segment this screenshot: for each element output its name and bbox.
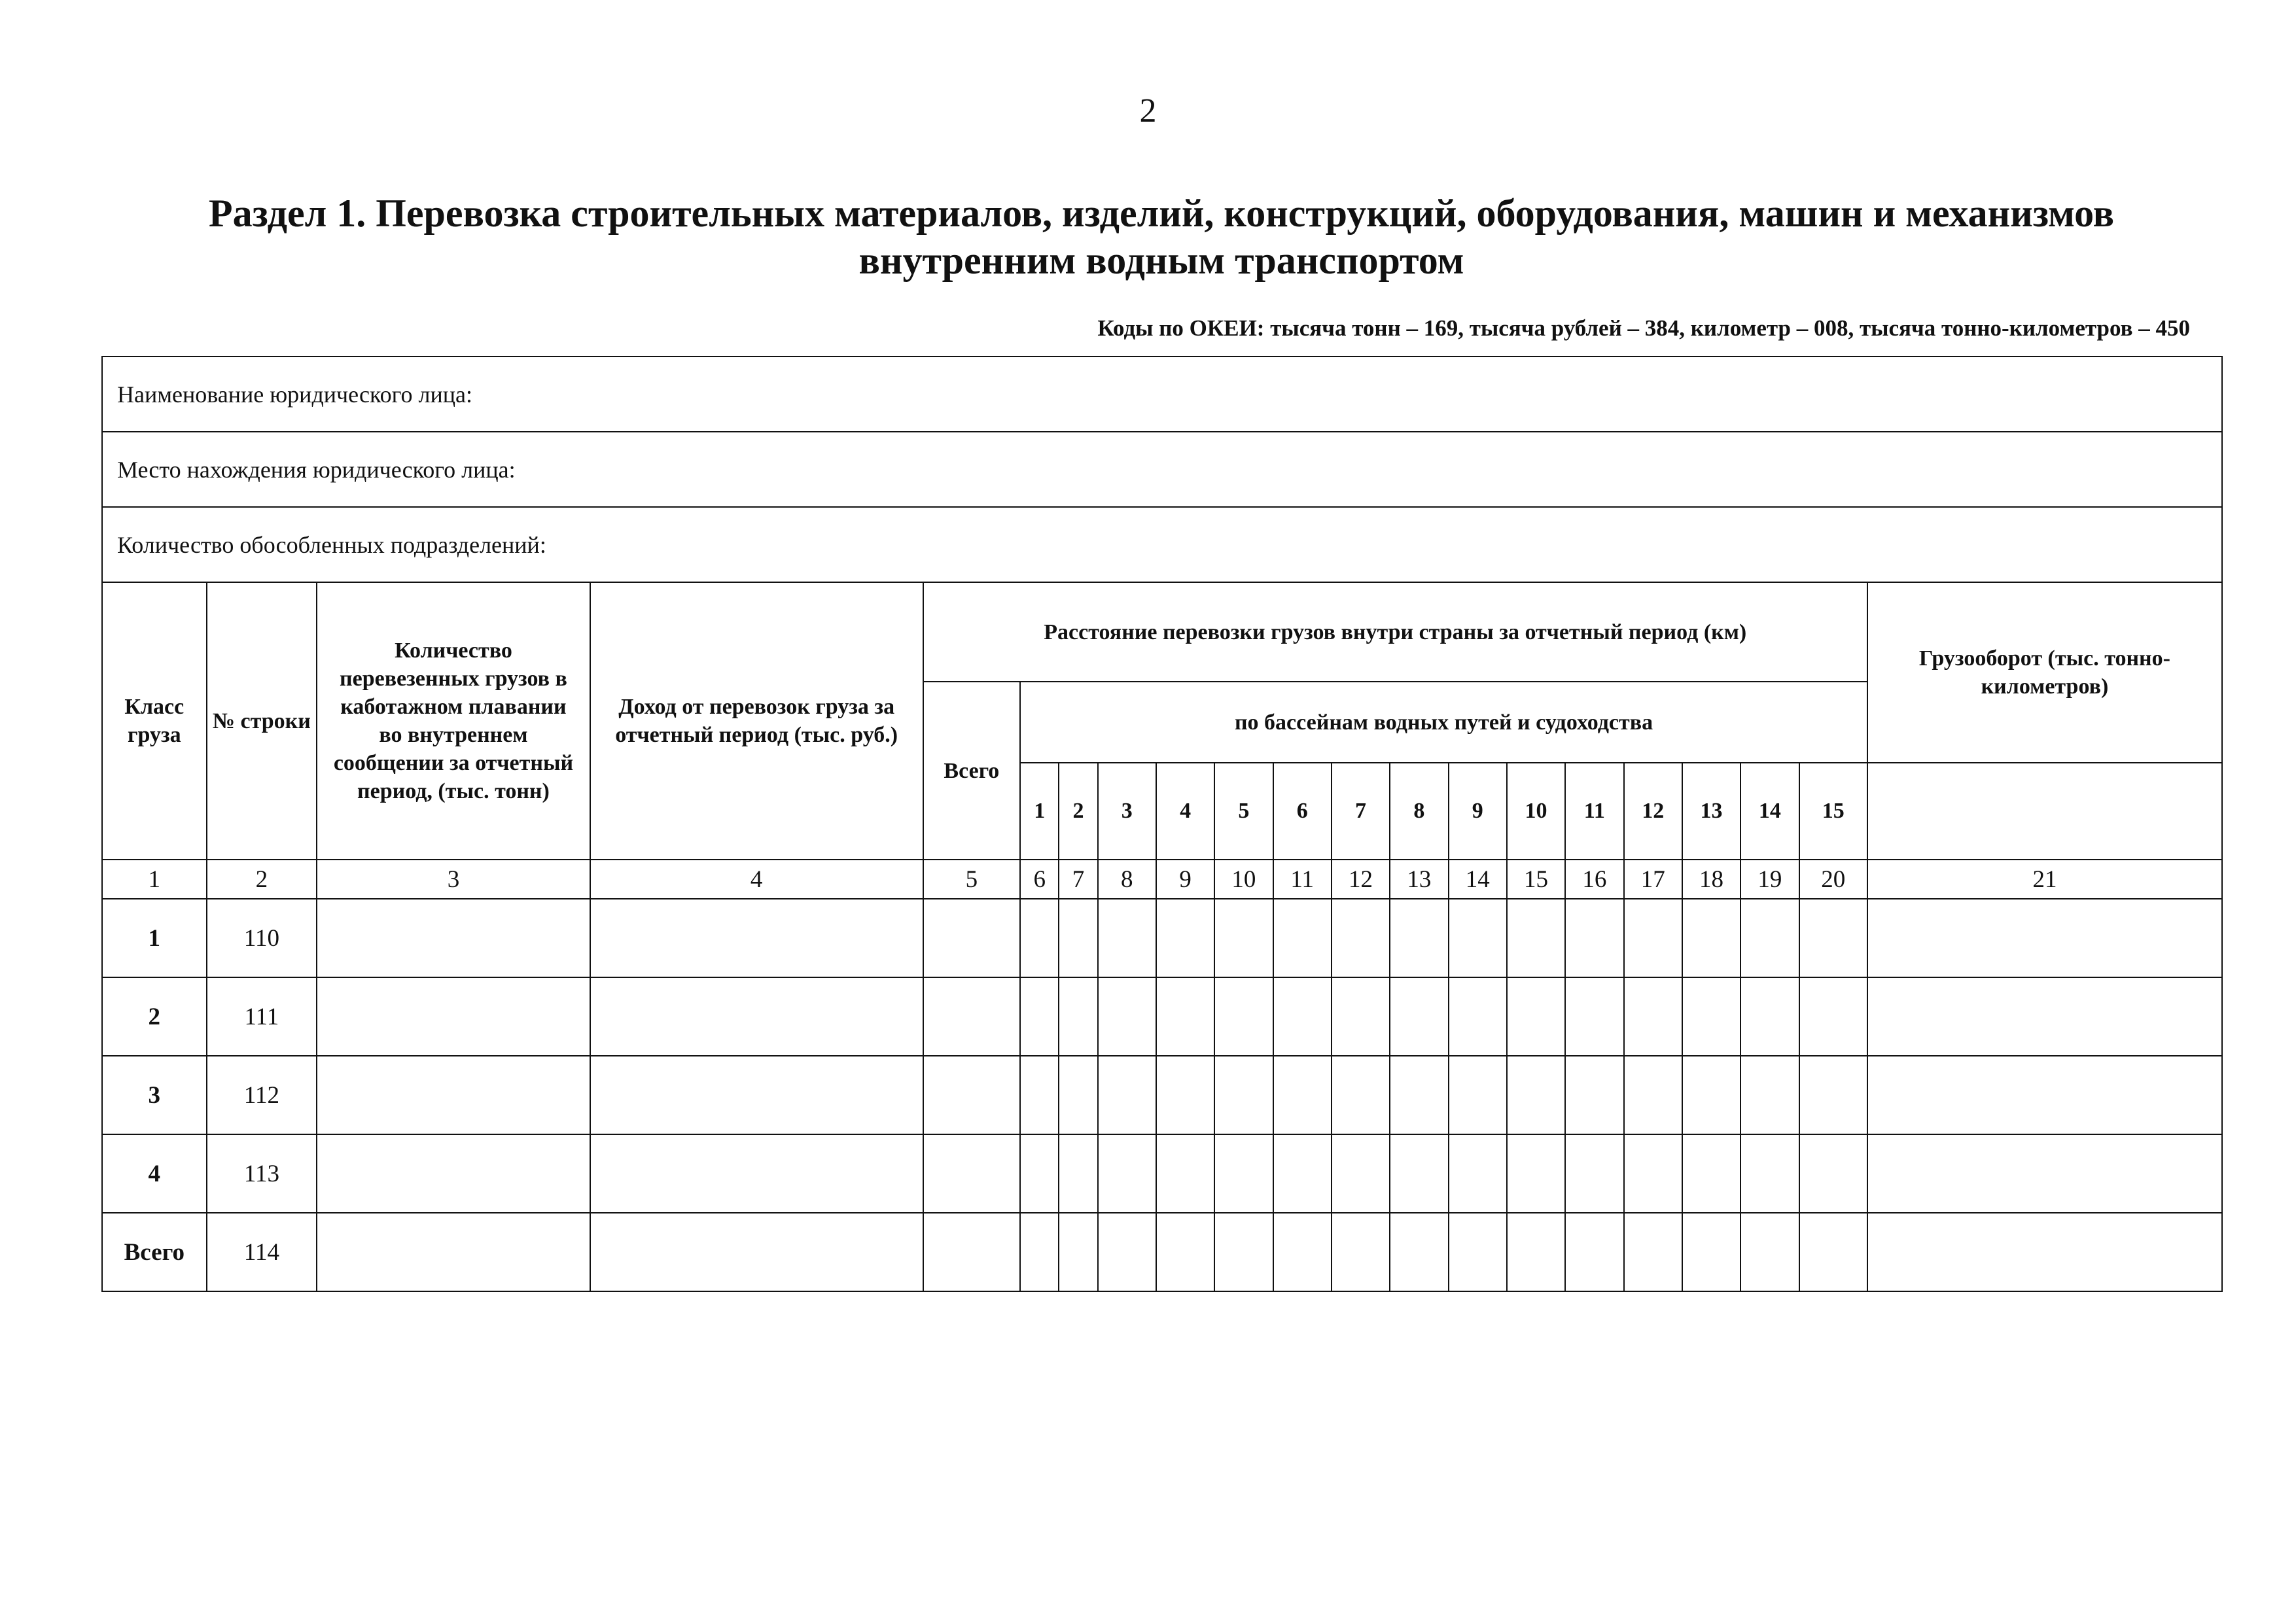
column-index-cell: 1 (102, 860, 207, 899)
basin-number: 11 (1565, 763, 1623, 860)
data-rows (102, 899, 2222, 1291)
basin-number: 8 (1390, 763, 1448, 860)
entry-cell[interactable] (1156, 1134, 1214, 1213)
header-cargo-turnover: Грузооборот (тыс. тонно-километров) (1867, 582, 2222, 763)
entry-cell[interactable] (1740, 1134, 1799, 1213)
entry-cell[interactable] (1332, 1134, 1390, 1213)
entry-cell[interactable] (923, 1134, 1021, 1213)
basin-number: 6 (1273, 763, 1332, 860)
entry-cell[interactable] (1867, 977, 2222, 1056)
entry-cell[interactable] (1273, 1213, 1332, 1291)
entry-cell[interactable] (590, 1056, 923, 1134)
header-distance: Расстояние перевозки грузов внутри страны за отчетный период (км) (923, 582, 1867, 682)
column-index-cell: 9 (1156, 860, 1214, 899)
column-index-cell: 7 (1059, 860, 1097, 899)
entry-cell[interactable] (1799, 1213, 1867, 1291)
entry-cell[interactable] (1098, 1056, 1156, 1134)
entry-cell[interactable] (1332, 899, 1390, 977)
entry-cell[interactable] (1390, 1134, 1448, 1213)
cargo-class-cell: Всего (102, 1213, 207, 1291)
entry-cell[interactable] (1020, 1056, 1059, 1134)
entry-cell[interactable] (1507, 899, 1565, 977)
entry-cell[interactable] (1867, 899, 2222, 977)
header-distance-total: Всего (923, 682, 1021, 860)
line-code-cell: 112 (207, 1056, 317, 1134)
okei-codes: Коды по ОКЕИ: тысяча тонн – 169, тысяча рублей – 384, километр – 008, тысяча тонно-километров – 450 (1097, 315, 2190, 341)
entry-cell[interactable] (1740, 1056, 1799, 1134)
basin-number: 4 (1156, 763, 1214, 860)
entry-cell[interactable] (1624, 977, 1682, 1056)
entry-cell[interactable] (1624, 1134, 1682, 1213)
entry-cell[interactable] (1799, 899, 1867, 977)
entry-cell[interactable] (1565, 1213, 1623, 1291)
entry-cell[interactable] (1156, 899, 1214, 977)
entry-cell[interactable] (1682, 1056, 1740, 1134)
entry-cell[interactable] (1565, 1134, 1623, 1213)
entry-cell[interactable] (923, 1213, 1021, 1291)
column-index-cell: 17 (1624, 860, 1682, 899)
entry-cell[interactable] (1059, 977, 1097, 1056)
basin-number: 15 (1799, 763, 1867, 860)
basin-number: 9 (1449, 763, 1507, 860)
entry-cell[interactable] (1449, 977, 1507, 1056)
subdivision-count-field[interactable]: Количество обособленных подразделений: (102, 507, 2222, 582)
entry-cell[interactable] (1098, 1134, 1156, 1213)
section-title (131, 190, 2192, 284)
entry-cell[interactable] (923, 1056, 1021, 1134)
entry-cell[interactable] (1507, 1134, 1565, 1213)
entry-cell[interactable] (923, 899, 1021, 977)
entry-cell[interactable] (317, 977, 590, 1056)
entry-cell[interactable] (1273, 1134, 1332, 1213)
entry-cell[interactable] (1214, 1056, 1273, 1134)
entry-cell[interactable] (1799, 1056, 1867, 1134)
header-row-number: № строки (207, 582, 317, 860)
cargo-class-cell: 2 (102, 977, 207, 1056)
column-index-cell: 19 (1740, 860, 1799, 899)
entry-cell[interactable] (1214, 977, 1273, 1056)
basin-number: 10 (1507, 763, 1565, 860)
entry-cell[interactable] (1740, 977, 1799, 1056)
column-index-cell: 16 (1565, 860, 1623, 899)
column-index-cell: 13 (1390, 860, 1448, 899)
column-index-cell: 8 (1098, 860, 1156, 899)
column-index-cell: 2 (207, 860, 317, 899)
column-index-cell: 3 (317, 860, 590, 899)
entry-cell[interactable] (1740, 1213, 1799, 1291)
entry-cell[interactable] (1059, 1056, 1097, 1134)
line-code-cell: 110 (207, 899, 317, 977)
entry-cell[interactable] (1507, 977, 1565, 1056)
header-cargo-class: Класс груза (102, 582, 207, 860)
column-index-cell: 18 (1682, 860, 1740, 899)
entry-cell[interactable] (1059, 1213, 1097, 1291)
entry-cell[interactable] (1059, 899, 1097, 977)
basin-number: 7 (1332, 763, 1390, 860)
table-row (102, 1056, 2222, 1134)
column-index-cell: 12 (1332, 860, 1390, 899)
entry-cell[interactable] (317, 1213, 590, 1291)
cargo-class-cell: 1 (102, 899, 207, 977)
entry-cell[interactable] (1624, 899, 1682, 977)
entry-cell[interactable] (1682, 977, 1740, 1056)
entry-cell[interactable] (1740, 899, 1799, 977)
column-index-cell: 4 (590, 860, 923, 899)
entry-cell[interactable] (1682, 1213, 1740, 1291)
header-income: Доход от перевозок груза за отчетный период (тыс. руб.) (590, 582, 923, 860)
entry-cell[interactable] (1098, 977, 1156, 1056)
column-index-cell: 14 (1449, 860, 1507, 899)
header-cargo-quantity: Количество перевезенных грузов в каботажном плавании во внутреннем сообщении за отчетный период, (тыс. тонн) (317, 582, 590, 860)
entry-cell[interactable] (1565, 977, 1623, 1056)
entry-cell[interactable] (1799, 977, 1867, 1056)
entry-cell[interactable] (1390, 977, 1448, 1056)
entry-cell[interactable] (1624, 1056, 1682, 1134)
table-row (102, 1134, 2222, 1213)
line-code-cell: 113 (207, 1134, 317, 1213)
entry-cell[interactable] (1214, 899, 1273, 977)
basin-number: 14 (1740, 763, 1799, 860)
entry-cell[interactable] (1507, 1213, 1565, 1291)
entry-cell[interactable] (1156, 977, 1214, 1056)
turnover-subheader-blank (1867, 763, 2222, 860)
entry-cell[interactable] (317, 899, 590, 977)
legal-entity-location-field[interactable]: Место нахождения юридического лица: (102, 432, 2222, 507)
entry-cell[interactable] (1020, 1134, 1059, 1213)
entry-cell[interactable] (1214, 1134, 1273, 1213)
entry-cell[interactable] (1682, 899, 1740, 977)
entry-cell[interactable] (1332, 1056, 1390, 1134)
entry-cell[interactable] (1273, 977, 1332, 1056)
basin-number: 3 (1098, 763, 1156, 860)
table-row (102, 1213, 2222, 1291)
header-basins: по бассейнам водных путей и судоходства (1020, 682, 1867, 763)
column-index-row (102, 860, 2222, 899)
entry-cell[interactable] (590, 977, 923, 1056)
entry-cell[interactable] (1156, 1056, 1214, 1134)
cargo-class-cell: 4 (102, 1134, 207, 1213)
entry-cell[interactable] (590, 899, 923, 977)
entry-cell[interactable] (1020, 899, 1059, 977)
entry-cell[interactable] (1682, 1134, 1740, 1213)
basin-number: 1 (1020, 763, 1059, 860)
basin-number: 5 (1214, 763, 1273, 860)
column-index-cell: 21 (1867, 860, 2222, 899)
line-code-cell: 114 (207, 1213, 317, 1291)
entry-cell[interactable] (1799, 1134, 1867, 1213)
column-index-cell: 20 (1799, 860, 1867, 899)
entry-cell[interactable] (1624, 1213, 1682, 1291)
entry-cell[interactable] (1098, 899, 1156, 977)
entry-cell[interactable] (1020, 1213, 1059, 1291)
page-number: 2 (1139, 92, 1157, 130)
legal-entity-name-field[interactable]: Наименование юридического лица: (102, 357, 2222, 432)
entry-cell[interactable] (1156, 1213, 1214, 1291)
entry-cell[interactable] (1565, 899, 1623, 977)
entry-cell[interactable] (1390, 1213, 1448, 1291)
entry-cell[interactable] (1059, 1134, 1097, 1213)
table-row (102, 977, 2222, 1056)
entry-cell[interactable] (1390, 899, 1448, 977)
entry-cell[interactable] (1867, 1213, 2222, 1291)
entry-cell[interactable] (1867, 1056, 2222, 1134)
entry-cell[interactable] (1449, 1056, 1507, 1134)
entry-cell[interactable] (317, 1056, 590, 1134)
entry-cell[interactable] (590, 1134, 923, 1213)
entry-cell[interactable] (1098, 1213, 1156, 1291)
entry-cell[interactable] (317, 1134, 590, 1213)
entry-cell[interactable] (1390, 1056, 1448, 1134)
entry-cell[interactable] (1020, 977, 1059, 1056)
entry-cell[interactable] (1214, 1213, 1273, 1291)
table-row (102, 899, 2222, 977)
column-index-cell: 5 (923, 860, 1021, 899)
column-index-cell: 11 (1273, 860, 1332, 899)
entry-cell[interactable] (1449, 1213, 1507, 1291)
entry-cell[interactable] (1273, 899, 1332, 977)
entry-cell[interactable] (1332, 1213, 1390, 1291)
entry-cell[interactable] (1449, 899, 1507, 977)
section-title-line-1: Раздел 1. Перевозка строительных материалов, изделий, конструкций, оборудования, машин и механизмов (208, 192, 2115, 235)
basin-number: 12 (1624, 763, 1682, 860)
column-index-cell: 6 (1020, 860, 1059, 899)
basin-number: 13 (1682, 763, 1740, 860)
entry-cell[interactable] (1273, 1056, 1332, 1134)
entry-cell[interactable] (590, 1213, 923, 1291)
entry-cell[interactable] (1565, 1056, 1623, 1134)
entry-cell[interactable] (1507, 1056, 1565, 1134)
report-form-table (101, 356, 2223, 1292)
column-index-cell: 15 (1507, 860, 1565, 899)
entry-cell[interactable] (1332, 977, 1390, 1056)
section-title-line-2: внутренним водным транспортом (858, 239, 1464, 282)
cargo-class-cell: 3 (102, 1056, 207, 1134)
entry-cell[interactable] (1867, 1134, 2222, 1213)
basin-number: 2 (1059, 763, 1097, 860)
line-code-cell: 111 (207, 977, 317, 1056)
entry-cell[interactable] (923, 977, 1021, 1056)
column-index-cell: 10 (1214, 860, 1273, 899)
entry-cell[interactable] (1449, 1134, 1507, 1213)
